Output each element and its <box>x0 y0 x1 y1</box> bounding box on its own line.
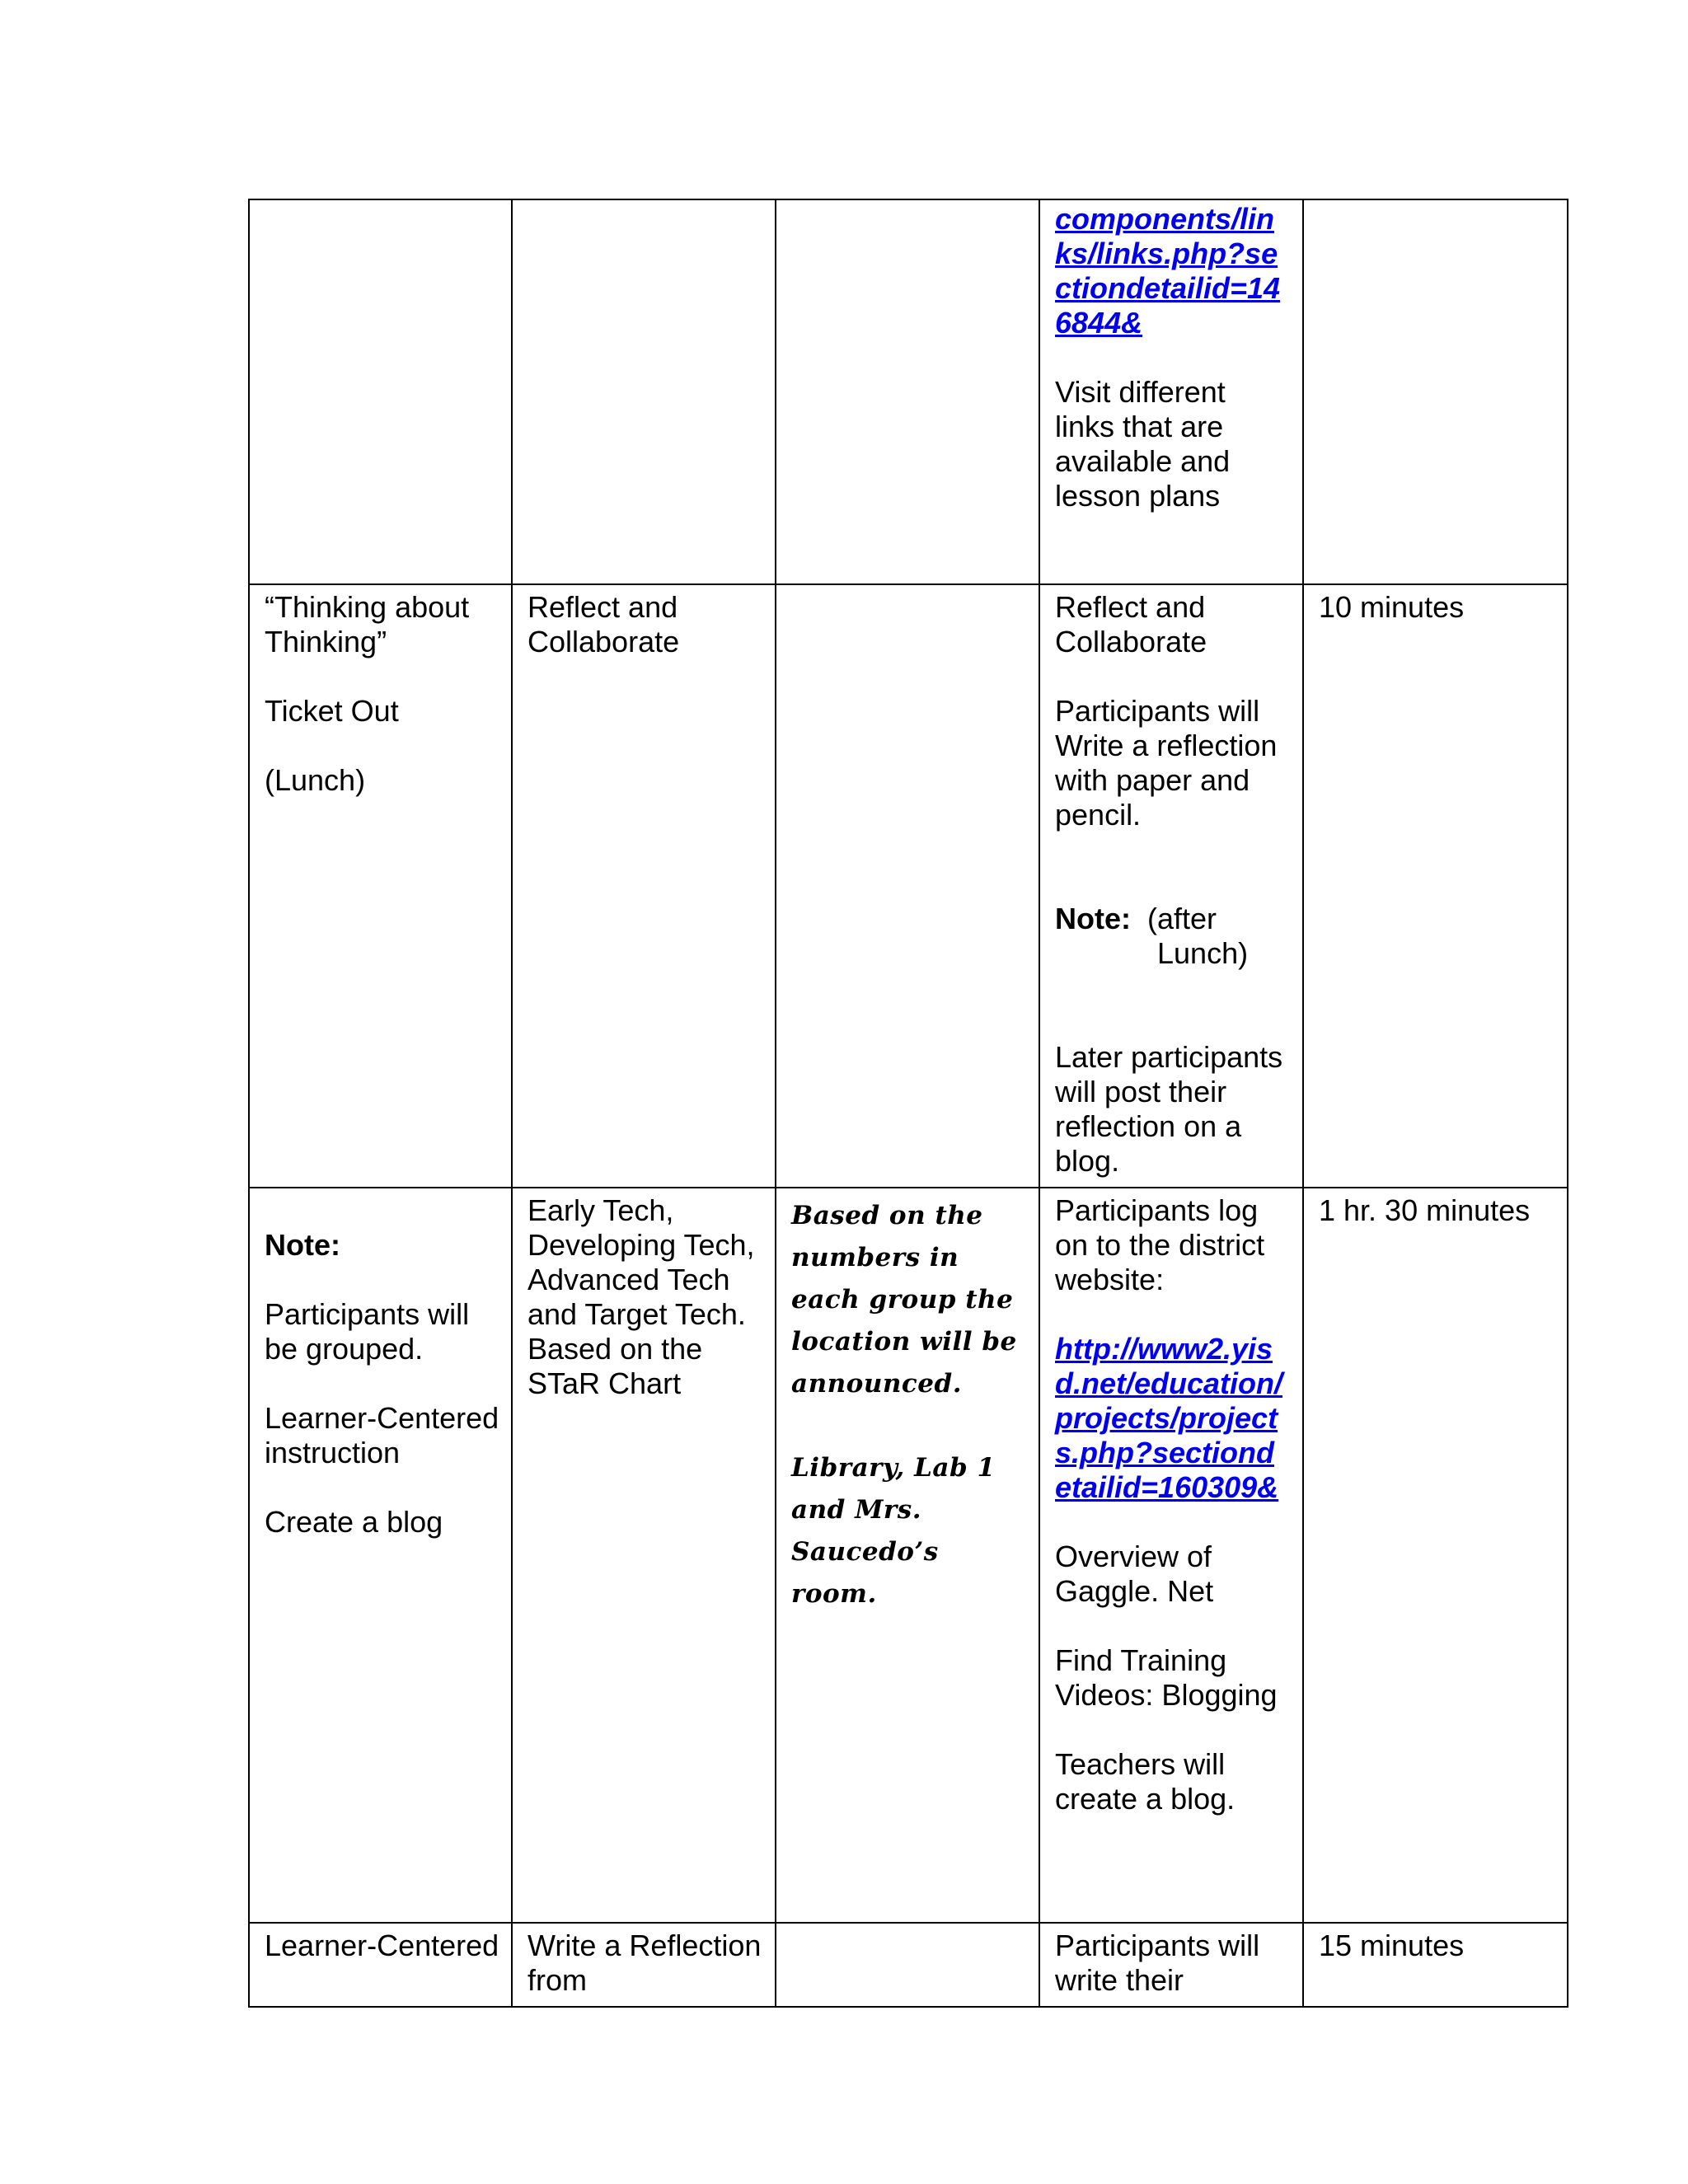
cell-text: Reflect and Collaborate <box>1055 590 1207 658</box>
table-cell <box>1039 1923 1303 2007</box>
table-cell <box>512 199 776 584</box>
cell-text: Overview of Gaggle. Net <box>1055 1540 1214 1608</box>
table-cell <box>249 1923 512 2007</box>
table-cell <box>1039 584 1303 1188</box>
table-row <box>249 1188 1568 1923</box>
table-cell <box>1303 199 1568 584</box>
table-cell <box>1303 584 1568 1188</box>
cell-text: Create a blog <box>265 1505 443 1539</box>
location-text: Based on the numbers in each group the location will be announced. <box>791 1201 1017 1399</box>
cell-text: Find Training Videos: Blogging <box>1055 1643 1278 1712</box>
table-cell <box>1039 199 1303 584</box>
cell-text: Learner-Centered instruction <box>265 1401 499 1469</box>
table-row <box>249 199 1568 584</box>
table-cell <box>512 1188 776 1923</box>
cell-text: Participants will Write a reflection with paper and pencil. <box>1055 694 1278 832</box>
cell-text: Visit different links that are available and lesson plans <box>1055 375 1231 513</box>
note-label: Note: <box>1055 902 1131 935</box>
cell-text: Teachers will create a blog. <box>1055 1747 1236 1816</box>
note-text: (after <box>1147 902 1217 935</box>
website-link[interactable]: http://www2.yisd.net/education/projects/projects.php?sectiondetailid=160309& <box>1055 1332 1283 1504</box>
table-cell <box>776 584 1039 1188</box>
cell-text: Participants log on to the district website: <box>1055 1193 1265 1296</box>
table-cell <box>1039 1188 1303 1923</box>
table-cell <box>1303 1188 1568 1923</box>
cell-text: “Thinking about Thinking” <box>265 590 470 658</box>
resource-link[interactable]: components/links/links.php?sectiondetailid=146844& <box>1055 202 1281 340</box>
cell-text: Write a Reflection from <box>528 1929 762 1997</box>
table-cell <box>776 1188 1039 1923</box>
table-cell <box>249 199 512 584</box>
lesson-plan-table <box>248 199 1568 2008</box>
note-text: Lunch) <box>1157 936 1249 970</box>
table-cell <box>249 1188 512 1923</box>
cell-text: Based on the STaR Chart <box>528 1332 703 1400</box>
table-cell <box>249 584 512 1188</box>
duration-text: 10 minutes <box>1319 590 1465 624</box>
note-label: Note: <box>265 1228 340 1262</box>
cell-text: (Lunch) <box>265 763 366 797</box>
table-cell <box>776 199 1039 584</box>
duration-text: 1 hr. 30 minutes <box>1319 1193 1531 1227</box>
table-cell <box>776 1923 1039 2007</box>
cell-text: Ticket Out <box>265 694 399 728</box>
note-block <box>1055 867 1291 1005</box>
cell-text: Reflect and Collaborate <box>528 590 680 658</box>
cell-text: Learner-Centered <box>265 1929 499 1962</box>
table-cell <box>512 584 776 1188</box>
note-text: Participants will be grouped. <box>265 1297 470 1366</box>
duration-text: 15 minutes <box>1319 1929 1465 1962</box>
cell-text: Early Tech, Developing Tech, Advanced Tech and Target Tech. <box>528 1193 755 1331</box>
table-cell <box>1303 1923 1568 2007</box>
table-row <box>249 1923 1568 2007</box>
table-row <box>249 584 1568 1188</box>
cell-text: Participants will write their <box>1055 1929 1260 1997</box>
note-block <box>265 1193 499 1366</box>
location-text: Library, Lab 1 and Mrs. Saucedo’s room. <box>791 1453 996 1609</box>
cell-text: Later participants will post their reflection on a blog. <box>1055 1040 1283 1178</box>
table-cell <box>512 1923 776 2007</box>
